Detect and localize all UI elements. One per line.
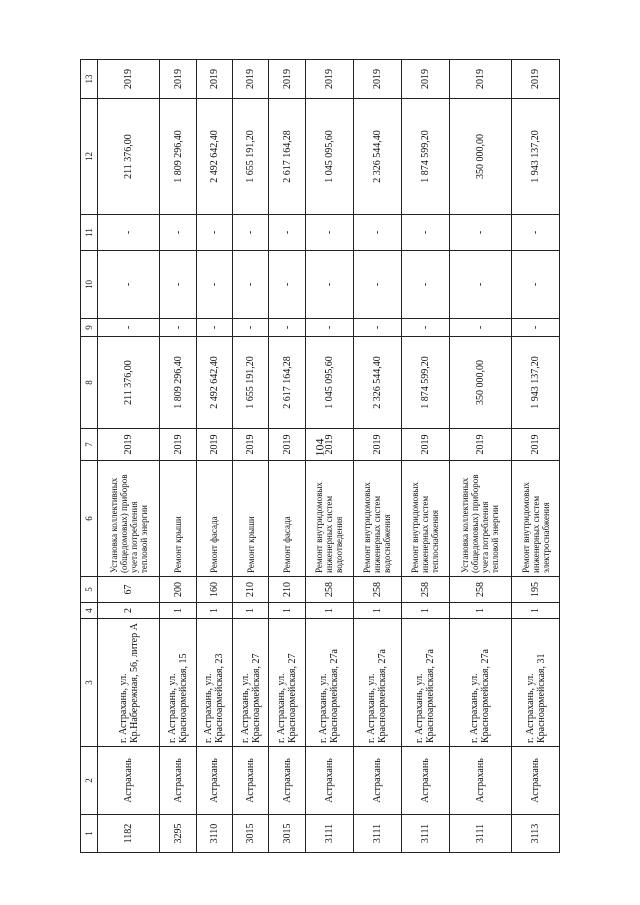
- cell-col-7: 2019: [401, 429, 449, 461]
- repair-schedule-table: [80, 59, 560, 853]
- cell-col-6: Ремонт внутридомовых инженерных систем электроснабжения: [512, 461, 560, 577]
- table-row: [401, 60, 449, 853]
- cell-col-13: 2019: [98, 60, 160, 99]
- column-header-6: 6: [81, 461, 98, 577]
- cell-col-12: 2 617 164,28: [269, 99, 305, 215]
- table-row: [449, 60, 511, 853]
- cell-col-7: 2019: [98, 429, 160, 461]
- cell-col-2: Астрахань: [269, 747, 305, 815]
- cell-col-3: г. Астрахань, ул. Красноармейская, 31: [512, 619, 560, 747]
- cell-col-4: 1: [512, 603, 560, 619]
- cell-col-10: -: [305, 251, 353, 319]
- cell-col-4: 1: [269, 603, 305, 619]
- cell-col-6: Ремонт фасада: [269, 461, 305, 577]
- cell-col-5: 67: [98, 577, 160, 603]
- cell-col-7: 2019: [196, 429, 232, 461]
- cell-col-13: 2019: [233, 60, 269, 99]
- cell-col-3: г. Астрахань, ул. Красноармейская, 27а: [449, 619, 511, 747]
- cell-col-11: -: [233, 215, 269, 251]
- cell-col-12: 211 376,00: [98, 99, 160, 215]
- cell-col-5: 258: [353, 577, 401, 603]
- cell-col-4: 1: [233, 603, 269, 619]
- cell-col-11: -: [196, 215, 232, 251]
- cell-col-7: 2019: [160, 429, 196, 461]
- cell-col-12: 1 943 137,20: [512, 99, 560, 215]
- cell-col-1: 3111: [449, 815, 511, 853]
- cell-col-13: 2019: [401, 60, 449, 99]
- cell-col-6: Ремонт внутридомовых инженерных систем водоснабжения: [353, 461, 401, 577]
- column-header-12: 12: [81, 99, 98, 215]
- cell-col-8: 1 809 296,40: [160, 337, 196, 429]
- cell-col-5: 258: [305, 577, 353, 603]
- cell-col-12: 1 045 095,60: [305, 99, 353, 215]
- cell-col-4: 2: [98, 603, 160, 619]
- cell-col-5: 210: [269, 577, 305, 603]
- cell-col-9: -: [449, 319, 511, 337]
- cell-col-2: Астрахань: [353, 747, 401, 815]
- cell-col-7: 2019: [269, 429, 305, 461]
- cell-col-3: г. Астрахань, ул. Красноармейская, 27а: [305, 619, 353, 747]
- cell-col-11: -: [449, 215, 511, 251]
- cell-col-9: -: [98, 319, 160, 337]
- cell-col-2: Астрахань: [512, 747, 560, 815]
- column-number-row: [81, 60, 98, 853]
- cell-col-6: Ремонт крыши: [160, 461, 196, 577]
- table-row: [196, 60, 232, 853]
- cell-col-4: 1: [160, 603, 196, 619]
- cell-col-12: 1 655 191,20: [233, 99, 269, 215]
- cell-col-7: 2019: [305, 429, 353, 461]
- cell-col-2: Астрахань: [305, 747, 353, 815]
- cell-col-12: 2 492 642,40: [196, 99, 232, 215]
- cell-col-3: г. Астрахань, ул. Красноармейская, 23: [196, 619, 232, 747]
- rotated-table-frame: [80, 60, 560, 853]
- cell-col-1: 3111: [401, 815, 449, 853]
- cell-col-8: 1 045 095,60: [305, 337, 353, 429]
- cell-col-4: 1: [449, 603, 511, 619]
- page-number: 104: [312, 438, 327, 457]
- cell-col-4: 1: [353, 603, 401, 619]
- cell-col-1: 3015: [233, 815, 269, 853]
- cell-col-13: 2019: [353, 60, 401, 99]
- cell-col-11: -: [401, 215, 449, 251]
- cell-col-9: -: [196, 319, 232, 337]
- cell-col-5: 210: [233, 577, 269, 603]
- column-header-3: 3: [81, 619, 98, 747]
- cell-col-8: 1 943 137,20: [512, 337, 560, 429]
- cell-col-7: 2019: [449, 429, 511, 461]
- cell-col-13: 2019: [305, 60, 353, 99]
- column-header-5: 5: [81, 577, 98, 603]
- cell-col-9: -: [401, 319, 449, 337]
- cell-col-1: 1182: [98, 815, 160, 853]
- column-header-8: 8: [81, 337, 98, 429]
- cell-col-1: 3113: [512, 815, 560, 853]
- cell-col-2: Астрахань: [401, 747, 449, 815]
- cell-col-6: Ремонт крыши: [233, 461, 269, 577]
- cell-col-10: -: [449, 251, 511, 319]
- cell-col-5: 258: [401, 577, 449, 603]
- table-row: [233, 60, 269, 853]
- cell-col-12: 350 000,00: [449, 99, 511, 215]
- column-header-7: 7: [81, 429, 98, 461]
- cell-col-9: -: [353, 319, 401, 337]
- cell-col-1: 3111: [353, 815, 401, 853]
- cell-col-6: Ремонт внутридомовых инженерных систем теплоснабжения: [401, 461, 449, 577]
- cell-col-5: 195: [512, 577, 560, 603]
- cell-col-5: 160: [196, 577, 232, 603]
- table-body: [98, 60, 560, 853]
- table-container: [80, 60, 560, 853]
- cell-col-1: 3110: [196, 815, 232, 853]
- cell-col-13: 2019: [269, 60, 305, 99]
- cell-col-9: -: [233, 319, 269, 337]
- column-header-4: 4: [81, 603, 98, 619]
- cell-col-13: 2019: [160, 60, 196, 99]
- cell-col-12: 2 326 544,40: [353, 99, 401, 215]
- cell-col-4: 1: [305, 603, 353, 619]
- cell-col-3: г. Астрахань, ул. Красноармейская, 27: [233, 619, 269, 747]
- cell-col-11: -: [512, 215, 560, 251]
- table-row: [160, 60, 196, 853]
- cell-col-2: Астрахань: [233, 747, 269, 815]
- column-header-11: 11: [81, 215, 98, 251]
- cell-col-9: -: [269, 319, 305, 337]
- cell-col-8: 350 000,00: [449, 337, 511, 429]
- cell-col-10: -: [401, 251, 449, 319]
- cell-col-3: г. Астрахань, ул. Красноармейская, 15: [160, 619, 196, 747]
- table-row: [269, 60, 305, 853]
- cell-col-13: 2019: [196, 60, 232, 99]
- cell-col-2: Астрахань: [98, 747, 160, 815]
- table-row: [353, 60, 401, 853]
- cell-col-10: -: [196, 251, 232, 319]
- cell-col-3: г. Астрахань, ул. Красноармейская, 27а: [353, 619, 401, 747]
- cell-col-11: -: [305, 215, 353, 251]
- cell-col-11: -: [353, 215, 401, 251]
- cell-col-9: -: [512, 319, 560, 337]
- cell-col-10: -: [269, 251, 305, 319]
- cell-col-10: -: [98, 251, 160, 319]
- cell-col-3: г. Астрахань, ул. Красноармейская, 27а: [401, 619, 449, 747]
- cell-col-6: Установка коллективных (общедомовых) приборов учета потребления тепловой энергии: [98, 461, 160, 577]
- cell-col-2: Астрахань: [449, 747, 511, 815]
- cell-col-2: Астрахань: [160, 747, 196, 815]
- cell-col-6: Ремонт внутридомовых инженерных систем водоотведения: [305, 461, 353, 577]
- cell-col-11: -: [269, 215, 305, 251]
- cell-col-6: Установка коллективных (общедомовых) приборов учета потребления тепловой энергии: [449, 461, 511, 577]
- cell-col-8: 2 617 164,28: [269, 337, 305, 429]
- table-row: [98, 60, 160, 853]
- cell-col-5: 200: [160, 577, 196, 603]
- column-header-10: 10: [81, 251, 98, 319]
- cell-col-1: 3111: [305, 815, 353, 853]
- cell-col-8: 2 326 544,40: [353, 337, 401, 429]
- cell-col-13: 2019: [449, 60, 511, 99]
- cell-col-4: 1: [401, 603, 449, 619]
- cell-col-1: 3295: [160, 815, 196, 853]
- cell-col-6: Ремонт фасада: [196, 461, 232, 577]
- cell-col-13: 2019: [512, 60, 560, 99]
- cell-col-11: -: [98, 215, 160, 251]
- cell-col-3: г. Астрахань, ул. Кр.Набережная, 56, литер А: [98, 619, 160, 747]
- cell-col-3: г. Астрахань, ул. Красноармейская, 27: [269, 619, 305, 747]
- column-header-1: 1: [81, 815, 98, 853]
- column-header-9: 9: [81, 319, 98, 337]
- cell-col-10: -: [512, 251, 560, 319]
- cell-col-2: Астрахань: [196, 747, 232, 815]
- cell-col-9: -: [305, 319, 353, 337]
- cell-col-11: -: [160, 215, 196, 251]
- cell-col-8: 2 492 642,40: [196, 337, 232, 429]
- cell-col-1: 3015: [269, 815, 305, 853]
- cell-col-10: -: [353, 251, 401, 319]
- cell-col-5: 258: [449, 577, 511, 603]
- cell-col-8: 211 376,00: [98, 337, 160, 429]
- table-row: [512, 60, 560, 853]
- cell-col-4: 1: [196, 603, 232, 619]
- cell-col-12: 1 809 296,40: [160, 99, 196, 215]
- cell-col-7: 2019: [512, 429, 560, 461]
- column-header-2: 2: [81, 747, 98, 815]
- cell-col-7: 2019: [233, 429, 269, 461]
- table-row: [305, 60, 353, 853]
- cell-col-12: 1 874 599,20: [401, 99, 449, 215]
- cell-col-8: 1 655 191,20: [233, 337, 269, 429]
- cell-col-7: 2019: [353, 429, 401, 461]
- cell-col-8: 1 874 599,20: [401, 337, 449, 429]
- cell-col-10: -: [233, 251, 269, 319]
- column-header-13: 13: [81, 60, 98, 99]
- cell-col-10: -: [160, 251, 196, 319]
- cell-col-9: -: [160, 319, 196, 337]
